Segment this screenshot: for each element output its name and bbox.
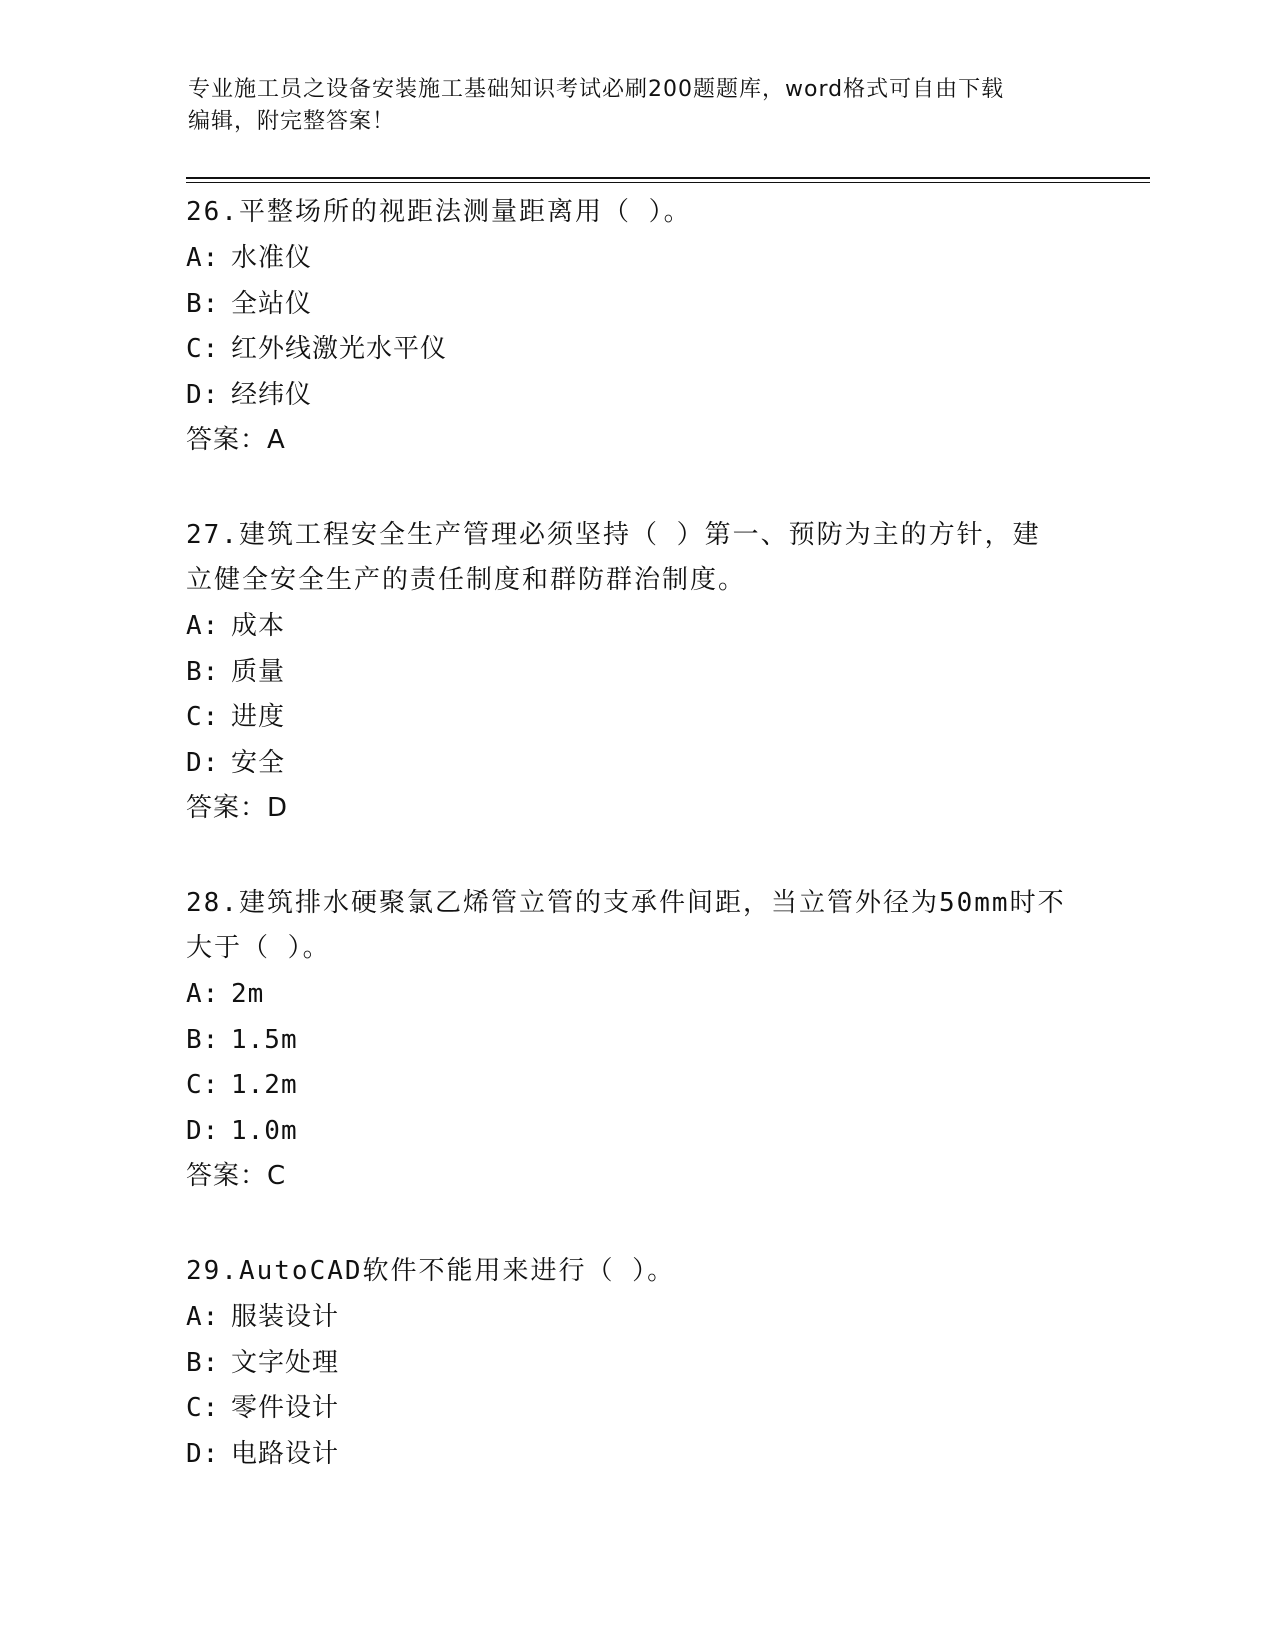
option-letter: B: [186,1347,220,1378]
option-c [186,1386,1066,1432]
option-a [186,972,1066,1018]
option-a [186,236,1066,282]
option-letter: B: [186,656,220,687]
option-text: 文字处理 [231,1347,340,1378]
question-26 [186,190,1066,463]
answer-line: 答案：A [186,425,286,455]
header-divider-thick [186,177,1150,179]
option-letter: A: [186,611,220,641]
document-header [188,74,1068,138]
question-list [186,190,1066,1527]
option-letter: C: [186,334,220,364]
option-letter: D: [186,1115,220,1146]
option-text: 2m [231,979,265,1009]
option-d [186,373,1066,419]
option-text: 全站仪 [231,288,313,319]
option-d [186,1109,1066,1155]
option-text: 零件设计 [231,1393,340,1423]
answer-line: 答案：C [186,1161,287,1191]
question-stem: 27.建筑工程安全生产管理必须坚持（ ）第一、预防为主的方针，建立健全安全生产的责任制度和群防群治制度。 [186,520,1041,595]
option-text: 成本 [231,611,286,641]
option-c [186,327,1066,373]
header-title-line-1: 专业施工员之设备安装施工基础知识考试必刷200题题库，word格式可自由下载 [188,77,1005,102]
option-letter: D: [186,1438,220,1469]
header-divider-thin [186,182,1150,183]
header-title-line-2: 编辑，附完整答案！ [188,109,396,134]
option-d [186,741,1066,787]
option-text: 经纬仪 [231,379,313,410]
option-letter: D: [186,379,220,410]
option-letter: D: [186,747,220,778]
option-letter: A: [186,1302,220,1332]
option-text: 进度 [231,702,286,732]
option-a [186,604,1066,650]
option-letter: B: [186,288,220,319]
option-b [186,282,1066,328]
option-text: 服装设计 [231,1302,340,1332]
option-text: 1.2m [231,1070,298,1100]
question-27 [186,513,1066,831]
question-stem: 29.AutoCAD软件不能用来进行（ ）。 [186,1256,676,1286]
option-text: 电路设计 [231,1438,340,1469]
option-a [186,1295,1066,1341]
option-text: 红外线激光水平仪 [231,334,448,364]
option-text: 安全 [231,747,286,778]
question-stem: 26.平整场所的视距法测量距离用（ ）。 [186,197,692,227]
option-b [186,1341,1066,1387]
answer-line: 答案：D [186,793,289,823]
option-c [186,1063,1066,1109]
option-text: 1.0m [231,1115,298,1146]
question-28 [186,881,1066,1199]
option-text: 质量 [231,656,286,687]
option-d [186,1432,1066,1478]
option-letter: A: [186,243,220,273]
option-b [186,650,1066,696]
option-c [186,695,1066,741]
option-b [186,1018,1066,1064]
option-text: 水准仪 [231,243,313,273]
question-stem: 28.建筑排水硬聚氯乙烯管立管的支承件间距，当立管外径为50mm时不大于（ ）。 [186,888,1066,963]
option-letter: C: [186,702,220,732]
option-letter: B: [186,1024,220,1055]
question-29 [186,1249,1066,1477]
option-letter: C: [186,1393,220,1423]
option-letter: A: [186,979,220,1009]
option-text: 1.5m [231,1024,298,1055]
option-letter: C: [186,1070,220,1100]
